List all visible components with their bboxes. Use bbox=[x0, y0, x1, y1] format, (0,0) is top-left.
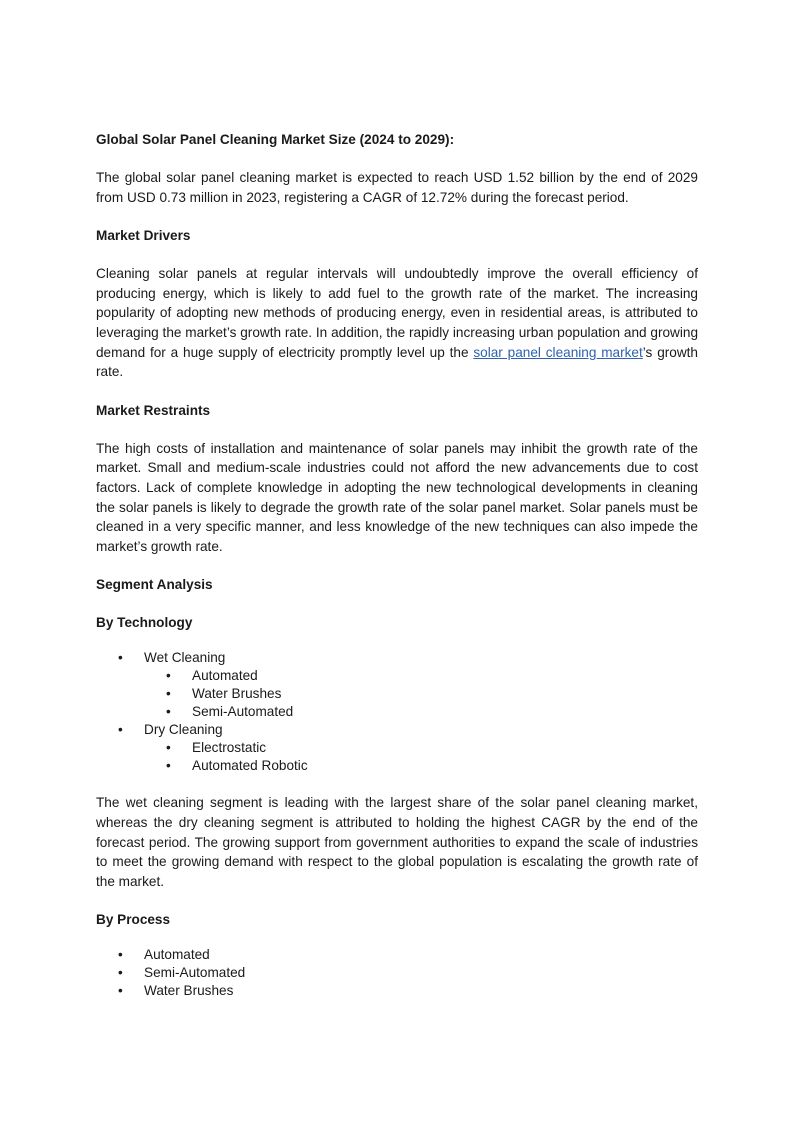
process-list bbox=[96, 946, 698, 1000]
list-item: • Automated Robotic bbox=[144, 757, 698, 775]
market-drivers-paragraph bbox=[96, 264, 698, 382]
by-process-heading: By Process bbox=[96, 912, 171, 928]
list-item: • Water Brushes bbox=[144, 685, 698, 703]
drivers-text-after-link: ’s growth rate. bbox=[96, 344, 698, 380]
solar-panel-cleaning-market-link[interactable]: solar panel cleaning market bbox=[473, 344, 643, 360]
drivers-text-before-link: Cleaning solar panels at regular intervals will undoubtedly improve the overall efficiency of producing energy, which is likely to add fuel to the growth rate of the market. The increasing popularity of adopting new methods of producing energy, even in residential areas, is attributed to leveraging the market’s growth rate. In addition, the rapidly increasing urban population and growing demand for a huge supply of electricity promptly level up the bbox=[96, 266, 698, 360]
market-drivers-heading: Market Drivers bbox=[96, 228, 191, 244]
list-item-label: Dry Cleaning bbox=[144, 722, 223, 738]
list-item: • Automated bbox=[144, 667, 698, 685]
document-page bbox=[96, 130, 698, 1000]
technology-sublist bbox=[144, 667, 698, 721]
market-restraints-paragraph: The high costs of installation and maintenance of solar panels may inhibit the growth rate of the market. Small and medium-scale industries could not afford the new advancements due to cost factors. Lack of complete knowledge in adopting the new technological developments in cleaning the solar panels is likely to degrade the growth rate of the solar panel market. Solar panels must be cleaned in a very specific manner, and less knowledge of the new techniques can also impede the market’s growth rate. bbox=[96, 440, 698, 554]
list-item: • Semi-Automated bbox=[144, 703, 698, 721]
by-technology-heading: By Technology bbox=[96, 615, 193, 631]
list-item: • Automated bbox=[96, 946, 698, 964]
list-item: • Electrostatic bbox=[144, 739, 698, 757]
list-item bbox=[96, 721, 698, 775]
list-item: • Semi-Automated bbox=[96, 964, 698, 982]
technology-summary-paragraph: The wet cleaning segment is leading with the largest share of the solar panel cleaning market, whereas the dry cleaning segment is attributed to holding the highest CAGR by the end of the forecast period. The growing support from government authorities to expand the scale of industries to meet the growing demand with respect to the global population is escalating the growth rate of the market. bbox=[96, 795, 698, 889]
technology-list bbox=[96, 649, 698, 775]
market-restraints-heading: Market Restraints bbox=[96, 402, 211, 418]
document-title: Global Solar Panel Cleaning Market Size (2024 to 2029): bbox=[96, 132, 455, 147]
list-item bbox=[96, 649, 698, 721]
list-item-label: Wet Cleaning bbox=[144, 650, 226, 666]
segment-analysis-heading: Segment Analysis bbox=[96, 577, 213, 593]
intro-paragraph: The global solar panel cleaning market is expected to reach USD 1.52 billion by the end of 2029 from USD 0.73 million in 2023, registering a CAGR of 12.72% during the forecast period. bbox=[96, 170, 698, 205]
technology-sublist bbox=[144, 739, 698, 775]
list-item: • Water Brushes bbox=[96, 982, 698, 1000]
